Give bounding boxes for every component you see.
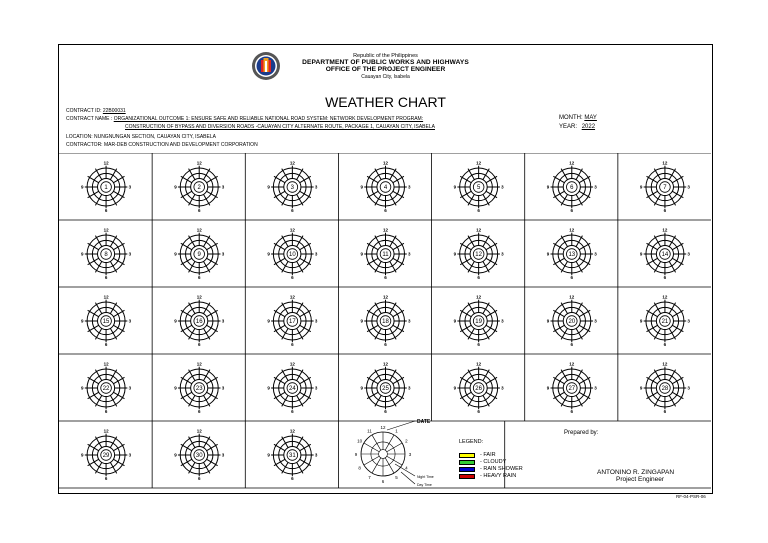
hour-3-label: 3 bbox=[687, 385, 690, 391]
hour-6-label: 6 bbox=[291, 342, 294, 347]
legend-label: - HEAVY RAIN bbox=[480, 473, 517, 479]
hour-3-label: 3 bbox=[128, 452, 132, 458]
legend-swatch bbox=[459, 453, 475, 458]
key-hour-label: 12 bbox=[380, 424, 386, 430]
hour-12-label: 12 bbox=[196, 294, 202, 300]
contract-id-row bbox=[66, 109, 126, 114]
contract-name-label: CONTRACT NAME : bbox=[66, 116, 113, 122]
key-hour-label: 5 bbox=[395, 475, 398, 481]
day-clock-13[interactable] bbox=[547, 228, 598, 281]
hour-9-label: 9 bbox=[639, 251, 643, 257]
day-clock-1[interactable] bbox=[81, 161, 132, 214]
day-number: 18 bbox=[382, 319, 389, 325]
hour-9-label: 9 bbox=[453, 385, 457, 391]
day-number: 12 bbox=[475, 252, 482, 258]
hour-6-label: 6 bbox=[291, 208, 294, 213]
legend-label: - RAIN SHOWER bbox=[480, 466, 523, 472]
hour-9-label: 9 bbox=[267, 184, 270, 190]
hour-3-label: 3 bbox=[408, 385, 411, 391]
key-hour-label: 4 bbox=[405, 465, 408, 471]
contract-name-line2: CONSTRUCTION OF BYPASS AND DIVERSION ROADS -CAUAYAN CITY ALTERNATE ROUTE, PACKAGE 1, CAUAYAN CITY, ISABELA bbox=[125, 124, 435, 130]
day-number: 13 bbox=[568, 252, 576, 258]
day-clock-16[interactable] bbox=[174, 295, 225, 348]
day-clock-31[interactable] bbox=[267, 429, 318, 482]
key-hour-label: 8 bbox=[358, 465, 361, 471]
hour-3-label: 3 bbox=[408, 184, 411, 190]
legend-label: - CLOUDY bbox=[480, 459, 507, 465]
contract-id-value: 22B00031 bbox=[102, 108, 126, 114]
hour-6-label: 6 bbox=[477, 409, 480, 414]
republic-line: Republic of the Philippines bbox=[353, 53, 418, 59]
hour-3-label: 3 bbox=[687, 318, 690, 324]
contract-name-row bbox=[66, 117, 423, 122]
key-clock-diagram bbox=[355, 419, 434, 487]
day-clock-3[interactable] bbox=[267, 161, 318, 214]
hour-6-label: 6 bbox=[570, 342, 574, 347]
day-number: 22 bbox=[102, 386, 110, 392]
day-clock-21[interactable] bbox=[640, 295, 691, 348]
day-clock-24[interactable] bbox=[267, 362, 318, 415]
hour-6-label: 6 bbox=[104, 409, 108, 414]
month-label: MONTH: bbox=[559, 115, 583, 121]
year-value: 2022 bbox=[581, 124, 596, 130]
day-number: 16 bbox=[195, 319, 203, 325]
key-day-label: Day Time bbox=[417, 483, 432, 487]
hour-12-label: 12 bbox=[289, 227, 295, 233]
weather-chart-sheet bbox=[58, 44, 713, 494]
legend-swatch bbox=[459, 474, 475, 479]
contractor-row bbox=[66, 143, 258, 148]
day-clock-23[interactable] bbox=[174, 362, 225, 415]
hour-9-label: 9 bbox=[267, 318, 270, 324]
contractor-value: MAR-DEB CONSTRUCTION AND DEVELOPMENT CORPORATION bbox=[103, 142, 258, 148]
day-number: 21 bbox=[661, 319, 669, 325]
day-number: 14 bbox=[661, 252, 669, 258]
day-clock-25[interactable] bbox=[360, 362, 411, 415]
hour-9-label: 9 bbox=[174, 452, 177, 458]
day-clock-11[interactable] bbox=[360, 228, 411, 281]
location-row bbox=[66, 135, 216, 140]
hour-9-label: 9 bbox=[639, 318, 643, 324]
hour-9-label: 9 bbox=[267, 452, 270, 458]
hour-12-label: 12 bbox=[103, 361, 109, 367]
hour-12-label: 12 bbox=[569, 160, 575, 166]
legend-swatch bbox=[459, 467, 475, 472]
hour-3-label: 3 bbox=[221, 385, 225, 391]
hour-12-label: 12 bbox=[103, 428, 109, 434]
hour-12-label: 12 bbox=[662, 227, 668, 233]
hour-3-label: 3 bbox=[221, 318, 225, 324]
location-label: LOCATION: bbox=[66, 134, 93, 140]
hour-9-label: 9 bbox=[546, 385, 550, 391]
hour-3-label: 3 bbox=[128, 251, 132, 257]
hour-6-label: 6 bbox=[477, 342, 480, 347]
day-clock-28[interactable] bbox=[640, 362, 691, 415]
day-number: 10 bbox=[289, 252, 296, 258]
day-clock-5[interactable] bbox=[454, 161, 505, 214]
prepared-by-label: Prepared by: bbox=[564, 430, 599, 436]
hour-9-label: 9 bbox=[360, 318, 363, 324]
hour-6-label: 6 bbox=[291, 275, 294, 280]
hour-3-label: 3 bbox=[221, 452, 225, 458]
day-clock-4[interactable] bbox=[360, 161, 411, 214]
hour-3-label: 3 bbox=[687, 251, 690, 257]
hour-9-label: 9 bbox=[174, 385, 177, 391]
day-clock-10[interactable] bbox=[267, 228, 318, 281]
key-date-label: DATE bbox=[417, 419, 431, 425]
hour-3-label: 3 bbox=[314, 251, 318, 257]
day-clock-17[interactable] bbox=[267, 295, 318, 348]
day-number: 25 bbox=[382, 386, 389, 392]
hour-9-label: 9 bbox=[174, 184, 177, 190]
hour-12-label: 12 bbox=[662, 160, 668, 166]
hour-12-label: 12 bbox=[382, 361, 389, 367]
hour-3-label: 3 bbox=[594, 184, 597, 190]
hour-6-label: 6 bbox=[291, 409, 294, 414]
hour-12-label: 12 bbox=[289, 428, 295, 434]
hour-6-label: 6 bbox=[663, 409, 667, 414]
key-hour-label: 6 bbox=[381, 478, 385, 484]
hour-12-label: 12 bbox=[289, 160, 295, 166]
contract-id-label: CONTRACT ID: bbox=[66, 108, 102, 114]
day-number: 30 bbox=[195, 453, 203, 459]
hour-9-label: 9 bbox=[174, 251, 177, 257]
hour-6-label: 6 bbox=[384, 208, 387, 213]
hour-6-label: 6 bbox=[663, 275, 667, 280]
day-clock-30[interactable] bbox=[174, 429, 225, 482]
hour-3-label: 3 bbox=[501, 184, 504, 190]
day-number: 7 bbox=[663, 185, 667, 191]
day-number: 3 bbox=[290, 185, 295, 191]
day-clock-27[interactable] bbox=[547, 362, 598, 415]
day-number: 24 bbox=[289, 386, 296, 392]
day-number: 1 bbox=[104, 185, 108, 191]
form-code: RF-04-PSR-06 bbox=[676, 494, 706, 499]
hour-12-label: 12 bbox=[103, 160, 109, 166]
hour-12-label: 12 bbox=[196, 160, 202, 166]
legend-title: LEGEND: bbox=[459, 439, 484, 445]
day-number: 23 bbox=[195, 386, 203, 392]
signatory-name: ANTONINO R. ZINGAPAN bbox=[597, 469, 675, 476]
hour-3-label: 3 bbox=[314, 452, 318, 458]
hour-3-label: 3 bbox=[221, 184, 225, 190]
hour-12-label: 12 bbox=[476, 160, 482, 166]
year-label: YEAR: bbox=[559, 124, 578, 130]
hour-3-label: 3 bbox=[594, 251, 597, 257]
key-hour-label: 9 bbox=[354, 451, 358, 457]
hour-6-label: 6 bbox=[384, 342, 387, 347]
hour-6-label: 6 bbox=[197, 409, 201, 414]
day-number: 9 bbox=[197, 252, 201, 258]
office-city: Cauayan City, Isabela bbox=[361, 74, 410, 80]
hour-6-label: 6 bbox=[570, 208, 574, 213]
hour-12-label: 12 bbox=[476, 227, 482, 233]
hour-3-label: 3 bbox=[594, 318, 597, 324]
hour-6-label: 6 bbox=[197, 208, 201, 213]
calendar-grid bbox=[59, 153, 711, 495]
hour-12-label: 12 bbox=[662, 361, 668, 367]
day-clock-9[interactable] bbox=[174, 228, 225, 281]
hour-9-label: 9 bbox=[546, 318, 550, 324]
hour-6-label: 6 bbox=[477, 208, 480, 213]
day-clock-19[interactable] bbox=[454, 295, 505, 348]
hour-9-label: 9 bbox=[546, 251, 550, 257]
day-clock-14[interactable] bbox=[640, 228, 691, 281]
month-row bbox=[559, 115, 597, 121]
location-value: NUNGNUNGAN SECTION, CAUAYAN CITY, ISABELA bbox=[93, 134, 216, 140]
hour-3-label: 3 bbox=[128, 385, 132, 391]
hour-9-label: 9 bbox=[174, 318, 177, 324]
contract-name-line1: ORGANIZATIONAL OUTCOME 1: ENSURE SAFE AND RELIABLE NATIONAL ROAD SYSTEM: NETWORK DEVELOPMENT PROGRAM: bbox=[113, 116, 424, 122]
hour-12-label: 12 bbox=[569, 294, 575, 300]
hour-3-label: 3 bbox=[501, 318, 504, 324]
hour-6-label: 6 bbox=[197, 342, 201, 347]
hour-6-label: 6 bbox=[291, 476, 294, 481]
hour-12-label: 12 bbox=[382, 294, 389, 300]
day-number: 4 bbox=[383, 185, 388, 191]
day-clock-15[interactable] bbox=[81, 295, 132, 348]
hour-3-label: 3 bbox=[128, 184, 132, 190]
hour-6-label: 6 bbox=[104, 476, 108, 481]
hour-3-label: 3 bbox=[594, 385, 597, 391]
hour-6-label: 6 bbox=[570, 409, 574, 414]
year-row bbox=[559, 124, 598, 130]
day-number: 28 bbox=[661, 386, 669, 392]
hour-6-label: 6 bbox=[104, 208, 108, 213]
day-number: 6 bbox=[570, 185, 574, 191]
hour-12-label: 12 bbox=[196, 227, 202, 233]
hour-9-label: 9 bbox=[267, 385, 270, 391]
hour-3-label: 3 bbox=[687, 184, 690, 190]
page-title: WEATHER CHART bbox=[325, 94, 446, 110]
day-clock-12[interactable] bbox=[454, 228, 505, 281]
key-hour-label: 11 bbox=[367, 428, 372, 434]
contractor-label: CONTRACTOR: bbox=[66, 142, 103, 148]
hour-9-label: 9 bbox=[360, 251, 363, 257]
hour-3-label: 3 bbox=[314, 385, 318, 391]
hour-6-label: 6 bbox=[104, 342, 108, 347]
day-number: 11 bbox=[382, 252, 389, 258]
hour-6-label: 6 bbox=[477, 275, 480, 280]
hour-9-label: 9 bbox=[81, 251, 84, 257]
hour-9-label: 9 bbox=[267, 251, 270, 257]
day-number: 26 bbox=[475, 386, 482, 392]
day-number: 15 bbox=[102, 319, 110, 325]
hour-12-label: 12 bbox=[476, 294, 482, 300]
day-number: 2 bbox=[197, 185, 201, 191]
hour-9-label: 9 bbox=[81, 385, 84, 391]
hour-6-label: 6 bbox=[570, 275, 574, 280]
key-hour-label: 10 bbox=[357, 438, 363, 444]
hour-9-label: 9 bbox=[453, 318, 457, 324]
day-clock-22[interactable] bbox=[81, 362, 132, 415]
day-clock-18[interactable] bbox=[360, 295, 411, 348]
signatory-position: Project Engineer bbox=[616, 476, 665, 483]
day-clock-20[interactable] bbox=[547, 295, 598, 348]
hour-9-label: 9 bbox=[453, 251, 457, 257]
key-hour-label: 3 bbox=[408, 451, 412, 457]
hour-3-label: 3 bbox=[128, 318, 132, 324]
hour-9-label: 9 bbox=[639, 184, 643, 190]
day-number: 31 bbox=[289, 453, 296, 459]
key-night-label: Night Time bbox=[417, 475, 434, 479]
hour-9-label: 9 bbox=[81, 318, 84, 324]
day-clock-29[interactable] bbox=[81, 429, 132, 482]
key-hour-label: 7 bbox=[368, 475, 371, 481]
hour-9-label: 9 bbox=[81, 452, 84, 458]
office-name: OFFICE OF THE PROJECT ENGINEER bbox=[325, 66, 446, 73]
key-hour-label: 2 bbox=[405, 438, 408, 444]
hour-6-label: 6 bbox=[197, 476, 201, 481]
hour-12-label: 12 bbox=[476, 361, 482, 367]
hour-9-label: 9 bbox=[360, 385, 363, 391]
hour-9-label: 9 bbox=[453, 184, 457, 190]
day-number: 17 bbox=[289, 319, 296, 325]
hour-9-label: 9 bbox=[546, 184, 550, 190]
day-number: 29 bbox=[102, 453, 110, 459]
hour-3-label: 3 bbox=[408, 318, 411, 324]
legend-label: - FAIR bbox=[480, 452, 496, 458]
hour-3-label: 3 bbox=[314, 318, 318, 324]
hour-6-label: 6 bbox=[384, 409, 387, 414]
hour-9-label: 9 bbox=[81, 184, 84, 190]
hour-12-label: 12 bbox=[382, 227, 389, 233]
hour-12-label: 12 bbox=[569, 227, 575, 233]
hour-6-label: 6 bbox=[663, 342, 667, 347]
hour-3-label: 3 bbox=[501, 385, 504, 391]
hour-6-label: 6 bbox=[663, 208, 667, 213]
day-clock-26[interactable] bbox=[454, 362, 505, 415]
day-number: 27 bbox=[568, 386, 576, 392]
hour-12-label: 12 bbox=[569, 361, 575, 367]
hour-9-label: 9 bbox=[639, 385, 643, 391]
hour-12-label: 12 bbox=[196, 361, 202, 367]
hour-12-label: 12 bbox=[289, 294, 295, 300]
day-clock-2[interactable] bbox=[174, 161, 225, 214]
day-number: 5 bbox=[476, 185, 481, 191]
day-clock-6[interactable] bbox=[547, 161, 598, 214]
day-clock-7[interactable] bbox=[640, 161, 691, 214]
hour-3-label: 3 bbox=[314, 184, 318, 190]
month-value: MAY bbox=[584, 115, 597, 121]
hour-12-label: 12 bbox=[289, 361, 295, 367]
hour-12-label: 12 bbox=[196, 428, 202, 434]
hour-3-label: 3 bbox=[501, 251, 504, 257]
day-clock-8[interactable] bbox=[81, 228, 132, 281]
day-number: 8 bbox=[104, 252, 108, 258]
hour-12-label: 12 bbox=[103, 294, 109, 300]
hour-6-label: 6 bbox=[384, 275, 387, 280]
department-name: DEPARTMENT OF PUBLIC WORKS AND HIGHWAYS bbox=[302, 59, 469, 66]
hour-3-label: 3 bbox=[221, 251, 225, 257]
hour-3-label: 3 bbox=[408, 251, 411, 257]
day-number: 19 bbox=[475, 319, 482, 325]
day-number: 20 bbox=[568, 319, 576, 325]
hour-9-label: 9 bbox=[360, 184, 363, 190]
legend-swatch bbox=[459, 460, 475, 465]
key-hour-label: 1 bbox=[395, 428, 398, 434]
hour-6-label: 6 bbox=[197, 275, 201, 280]
hour-6-label: 6 bbox=[104, 275, 108, 280]
hour-12-label: 12 bbox=[103, 227, 109, 233]
hour-12-label: 12 bbox=[382, 160, 389, 166]
hour-12-label: 12 bbox=[662, 294, 668, 300]
